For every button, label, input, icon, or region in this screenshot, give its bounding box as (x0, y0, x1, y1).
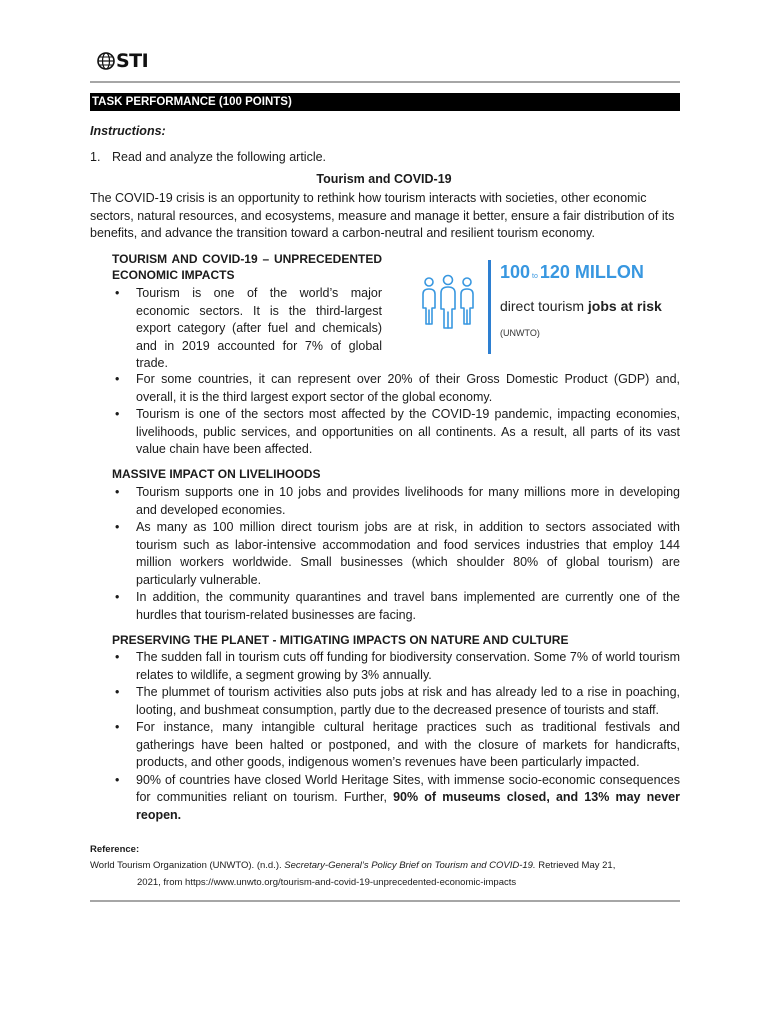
list-item (112, 772, 680, 825)
list-item: • As many as 100 million direct tourism jobs are at risk, in addition to sectors associated with tourism such as labor-intensive accommodation and food services industries that employ 144 million workers worldwide. Small businesses (which shoulder 80% of global tourism) are particularly vulnerable. (112, 519, 680, 589)
people-group-icon (420, 274, 476, 336)
last-bullet-bold: 90% of museums closed, and 13% may never reopen. (136, 790, 680, 822)
list-item: • Tourism is one of the sectors most affected by the COVID-19 pandemic, impacting economies, livelihoods, public services, and opportunities on all continents. As a result, all parts of its vast value chain have been affected. (112, 406, 680, 459)
section-economic-impacts-heading: TOURISM AND COVID-19 – UNPRECEDENTED ECONOMIC IMPACTS (112, 252, 382, 282)
bottom-divider (90, 900, 680, 902)
instructions-label: Instructions: (90, 124, 166, 138)
instruction-step (90, 150, 326, 164)
top-divider (90, 81, 680, 83)
logo-text: STI (116, 50, 149, 72)
jobs-range-to: 120 MILLON (539, 262, 644, 282)
list-item: • Tourism is one of the world’s major economic sectors. It is the third-largest export category (after fuel and chemicals) and in 2019 accounted for 7% of global trade. (112, 285, 382, 373)
jobs-caption-prefix: direct tourism (500, 298, 585, 314)
reference-url-line: 2021, from https://www.unwto.org/tourism-and-covid-19-unprecedented-economic-impacts (137, 877, 517, 888)
infographic-divider (488, 260, 491, 354)
task-performance-header: TASK PERFORMANCE (100 POINTS) (90, 93, 680, 111)
section-nature-culture-list (112, 649, 680, 824)
article-title: Tourism and COVID-19 (316, 172, 452, 186)
list-item: • For instance, many intangible cultural heritage practices such as traditional festivals and gatherings have been halted or postponed, and with the closure of markets for handicrafts, products, and other goods, indigenous women’s revenues have been particularly impacted. (112, 719, 680, 772)
sti-logo (97, 50, 148, 72)
step-number: 1. (90, 150, 101, 164)
section-livelihoods-heading: MASSIVE IMPACT ON LIVELIHOODS (112, 467, 321, 481)
list-item: • Tourism supports one in 10 jobs and provides livelihoods for many millions more in developing and developed economies. (112, 484, 680, 519)
reference-title: Secretary-General’s Policy Brief on Tourism and COVID-19. (284, 860, 536, 871)
reference-heading: Reference: (90, 844, 140, 855)
list-item: • The plummet of tourism activities also puts jobs at risk and has already led to a rise in poaching, looting, and bushmeat consumption, partly due to the decreased presence of tourists and staff. (112, 684, 680, 719)
reference-citation (90, 857, 680, 891)
infographic-source: (UNWTO) (500, 328, 540, 338)
jobs-caption (500, 298, 662, 314)
last-bullet-plain: 90% of countries have closed World Heritage Sites, with immense socio-economic consequences for communities reliant on tourism. Further, (136, 772, 680, 804)
list-item: • For some countries, it can represent over 20% of their Gross Domestic Product (GDP) and, overall, it is the third largest export sector of the global economy. (112, 371, 680, 406)
section-nature-culture-heading: PRESERVING THE PLANET - MITIGATING IMPACTS ON NATURE AND CULTURE (112, 633, 569, 647)
section-economic-impacts-list-top (112, 285, 382, 373)
reference-author: World Tourism Organization (UNWTO). (n.d.). (90, 860, 282, 871)
jobs-caption-bold: jobs at risk (587, 298, 662, 314)
section-economic-impacts-list (112, 371, 680, 459)
list-item: • The sudden fall in tourism cuts off funding for biodiversity conservation. Some 7% of world tourism relates to wildlife, a segment growing by 3% annually. (112, 649, 680, 684)
jobs-at-risk-infographic (412, 258, 702, 358)
list-item: • In addition, the community quarantines and travel bans implemented are currently one of the hurdles that tourism-related businesses are facing. (112, 589, 680, 624)
article-intro: The COVID-19 crisis is an opportunity to rethink how tourism interacts with societies, other economic sectors, natural resources, and ecosystems, measure and manage it better, ensure a fair distribution of its benefits, and advance the transition toward a carbon-neutral and resilient tourism economy. (90, 191, 675, 241)
reference-retrieved: Retrieved May 21, (538, 860, 616, 871)
jobs-range-to-word: to (532, 273, 538, 280)
section-livelihoods-list (112, 484, 680, 624)
jobs-range (500, 262, 644, 283)
step-text: Read and analyze the following article. (112, 150, 327, 164)
globe-icon (97, 52, 115, 70)
jobs-range-from: 100 (500, 262, 531, 282)
